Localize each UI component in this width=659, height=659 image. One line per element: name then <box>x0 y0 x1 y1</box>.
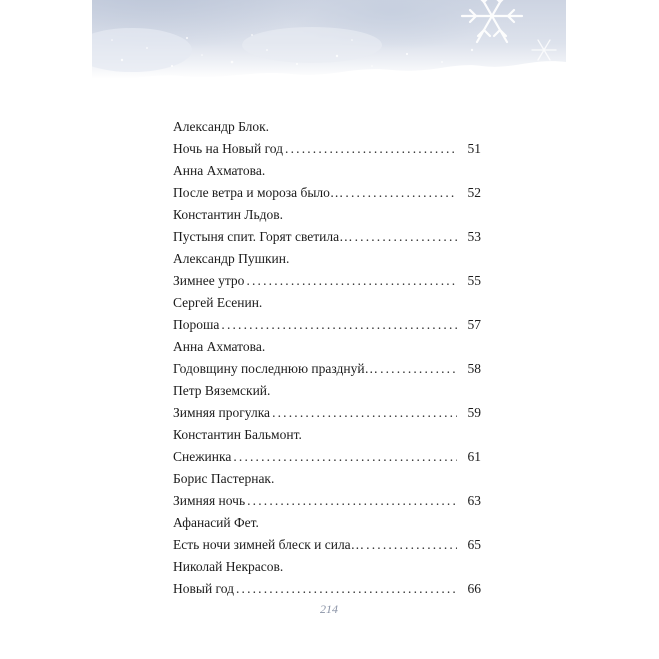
toc-title-row <box>173 402 481 424</box>
toc-title-row <box>173 578 481 600</box>
toc-author: Александр Блок. <box>173 119 270 134</box>
toc-title: Ночь на Новый год <box>173 141 284 156</box>
toc-author: Анна Ахматова. <box>173 163 266 178</box>
dot-leader <box>355 226 457 248</box>
toc-title: Зимняя прогулка <box>173 405 271 420</box>
toc-entry <box>173 116 481 160</box>
toc-entry <box>173 292 481 336</box>
toc-author: Николай Некрасов. <box>173 559 284 574</box>
toc-page-number: 61 <box>467 449 481 464</box>
toc-entry <box>173 468 481 512</box>
toc-author: Петр Вяземский. <box>173 383 271 398</box>
toc-page-number: 63 <box>467 493 481 508</box>
dot-leader <box>272 402 457 424</box>
toc-page-number: 53 <box>467 229 481 244</box>
toc-author: Сергей Есенин. <box>173 295 263 310</box>
toc-author: Борис Пастернак. <box>173 471 275 486</box>
toc-title: Снежинка <box>173 449 232 464</box>
toc-page-number: 59 <box>467 405 481 420</box>
toc-title-row <box>173 138 481 160</box>
toc-author: Константин Льдов. <box>173 207 283 222</box>
toc-title: Пустыня спит. Горят светила… <box>173 229 353 244</box>
dot-leader <box>380 358 457 380</box>
page-number: 214 <box>320 602 338 616</box>
toc-title-row <box>173 314 481 336</box>
toc-title-row <box>173 446 481 468</box>
toc-title-row <box>173 490 481 512</box>
toc-entry <box>173 204 481 248</box>
dot-leader <box>285 138 457 160</box>
dot-leader <box>221 314 457 336</box>
toc-author: Афанасий Фет. <box>173 515 259 530</box>
dot-leader <box>247 490 457 512</box>
toc-title-row <box>173 534 481 556</box>
dot-leader <box>233 446 457 468</box>
toc-title: Зимнее утро <box>173 273 245 288</box>
toc-entry <box>173 336 481 380</box>
toc-title: Зимняя ночь <box>173 493 246 508</box>
toc-title: Пороша <box>173 317 220 332</box>
dot-leader <box>236 578 457 600</box>
toc-title-row <box>173 182 481 204</box>
toc-entry <box>173 160 481 204</box>
book-page <box>92 0 566 659</box>
toc-title-row <box>173 270 481 292</box>
toc-author: Константин Бальмонт. <box>173 427 302 442</box>
toc-page-number: 57 <box>467 317 481 332</box>
toc-entry <box>173 248 481 292</box>
toc-entry <box>173 512 481 556</box>
toc-title: Годовщину последнюю празднуй… <box>173 361 379 376</box>
toc-author: Анна Ахматова. <box>173 339 266 354</box>
toc-entry <box>173 556 481 600</box>
toc-entry <box>173 424 481 468</box>
toc-title: После ветра и мороза было… <box>173 185 344 200</box>
toc-page-number: 55 <box>467 273 481 288</box>
toc-page-number: 58 <box>467 361 481 376</box>
toc-page-number: 51 <box>467 141 481 156</box>
toc-title: Новый год <box>173 581 234 596</box>
dot-leader <box>246 270 457 292</box>
toc-title-row <box>173 226 481 248</box>
toc-page-number: 52 <box>467 185 481 200</box>
snowflake-watercolor-illustration <box>92 0 566 92</box>
dot-leader <box>345 182 457 204</box>
toc-title: Есть ночи зимней блеск и сила… <box>173 537 365 552</box>
toc-page-number: 66 <box>467 581 481 596</box>
dot-leader <box>366 534 457 556</box>
toc-page-number: 65 <box>467 537 481 552</box>
toc-author: Александр Пушкин. <box>173 251 290 266</box>
table-of-contents <box>173 116 481 600</box>
toc-entry <box>173 380 481 424</box>
toc-title-row <box>173 358 481 380</box>
